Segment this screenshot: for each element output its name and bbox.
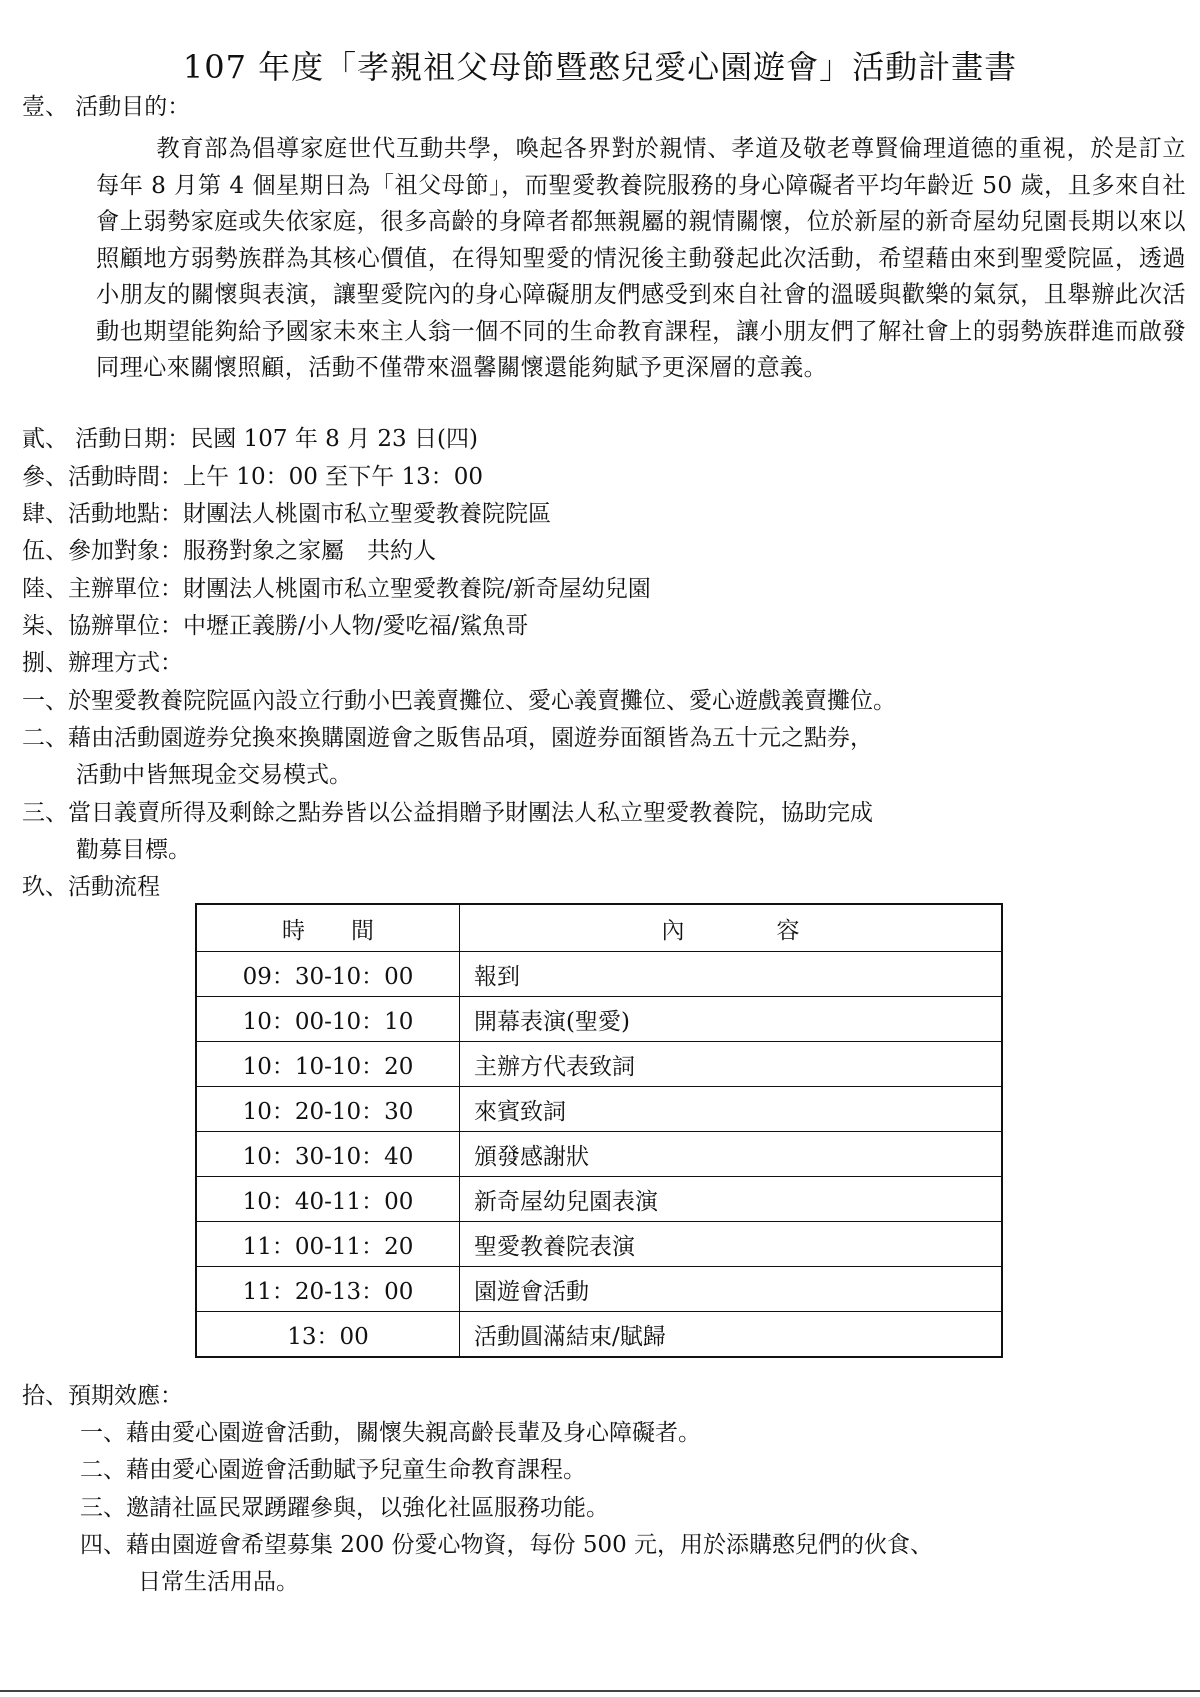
table-row bbox=[196, 997, 1002, 1042]
section-flow-label: 玖、活動流程 bbox=[22, 874, 160, 900]
table-row bbox=[196, 1312, 1002, 1358]
table-row bbox=[196, 1087, 1002, 1132]
effect-item-4-cont: 日常生活用品。 bbox=[138, 1569, 299, 1595]
row-time: 10：00-10：10 bbox=[196, 997, 460, 1042]
row-content: 報到 bbox=[460, 952, 1003, 997]
row-content: 新奇屋幼兒園表演 bbox=[460, 1177, 1003, 1222]
section-location: 肆、活動地點：財團法人桃園市私立聖愛教養院院區 bbox=[22, 501, 551, 527]
row-content: 聖愛教養院表演 bbox=[460, 1222, 1003, 1267]
row-time: 09：30-10：00 bbox=[196, 952, 460, 997]
table-row bbox=[196, 1177, 1002, 1222]
table-row bbox=[196, 1132, 1002, 1177]
section-co-organizer: 柒、協辦單位：中壢正義勝/小人物/愛吃福/鯊魚哥 bbox=[22, 613, 529, 639]
table-header-row bbox=[196, 904, 1002, 952]
effect-item-1: 一、藉由愛心園遊會活動，關懷失親高齡長輩及身心障礙者。 bbox=[80, 1420, 701, 1446]
row-content: 來賓致詞 bbox=[460, 1087, 1003, 1132]
row-time: 10：40-11：00 bbox=[196, 1177, 460, 1222]
method-item-2-cont: 活動中皆無現金交易模式。 bbox=[76, 762, 352, 788]
section-time: 參、活動時間：上午 10：00 至下午 13：00 bbox=[22, 464, 483, 490]
method-item-3-cont: 勸募目標。 bbox=[76, 837, 191, 863]
row-time: 13：00 bbox=[196, 1312, 460, 1358]
purpose-paragraph bbox=[96, 131, 1186, 387]
section-organizer: 陸、主辦單位：財團法人桃園市私立聖愛教養院/新奇屋幼兒園 bbox=[22, 576, 651, 602]
effect-item-4: 四、藉由園遊會希望募集 200 份愛心物資，每份 500 元，用於添購憨兒們的伙食、 bbox=[80, 1532, 934, 1558]
row-content: 開幕表演(聖愛) bbox=[460, 997, 1003, 1042]
section-date: 貳、 活動日期：民國 107 年 8 月 23 日(四) bbox=[22, 426, 478, 452]
method-item-3: 三、當日義賣所得及剩餘之點券皆以公益捐贈予財團法人私立聖愛教養院，協助完成 bbox=[22, 800, 873, 826]
row-time: 10：10-10：20 bbox=[196, 1042, 460, 1087]
row-content: 園遊會活動 bbox=[460, 1267, 1003, 1312]
document-title: 107 年度「孝親祖父母節暨憨兒愛心園遊會」活動計畫書 bbox=[182, 48, 1018, 86]
table-row bbox=[196, 952, 1002, 997]
effect-item-3: 三、邀請社區民眾踴躍參與，以強化社區服務功能。 bbox=[80, 1495, 609, 1521]
method-item-2: 二、藉由活動園遊券兌換來換購園遊會之販售品項，園遊券面額皆為五十元之點券， bbox=[22, 725, 873, 751]
method-item-1: 一、於聖愛教養院院區內設立行動小巴義賣攤位、愛心義賣攤位、愛心遊戲義賣攤位。 bbox=[22, 688, 896, 714]
table-row bbox=[196, 1267, 1002, 1312]
purpose-paragraph-text: 教育部為倡導家庭世代互動共學，喚起各界對於親情、孝道及敬老尊賢倫理道德的重視，於是訂立每年 8 月第 4 個星期日為「祖父母節」，而聖愛教養院服務的身心障礙者平均年齡近 50 歲，且多來自社會上弱勢家庭或失依家庭，很多高齡的身障者都無親屬的親情關懷，位於新屋的新奇屋幼兒園長期以來以照顧地方弱勢族群為其核心價值，在得知聖愛的情況後主動發起此次活動，希望藉由來到聖愛院區，透過小朋友的關懷與表演，讓聖愛院內的身心障礙朋友們感受到來自社會的溫暖與歡樂的氣氛，且舉辦此次活動也期望能夠給予國家未來主人翁一個不同的生命教育課程，讓小朋友們了解社會上的弱勢族群進而啟發同理心來關懷照顧，活動不僅帶來溫馨關懷還能夠賦予更深層的意義。 bbox=[96, 135, 1186, 381]
header-content: 內 容 bbox=[460, 904, 1003, 952]
header-time: 時 間 bbox=[196, 904, 460, 952]
section-method-label: 捌、辦理方式： bbox=[22, 650, 183, 676]
row-content: 頒發感謝狀 bbox=[460, 1132, 1003, 1177]
effect-item-2: 二、藉由愛心園遊會活動賦予兒童生命教育課程。 bbox=[80, 1457, 586, 1483]
section-participants: 伍、參加對象：服務對象之家屬 共約人 bbox=[22, 538, 436, 564]
schedule-table bbox=[195, 903, 1003, 1358]
section-purpose-label: 壹、 活動目的： bbox=[22, 94, 191, 120]
row-time: 11：00-11：20 bbox=[196, 1222, 460, 1267]
bottom-rule bbox=[0, 1690, 1200, 1692]
row-time: 10：20-10：30 bbox=[196, 1087, 460, 1132]
row-time: 11：20-13：00 bbox=[196, 1267, 460, 1312]
row-time: 10：30-10：40 bbox=[196, 1132, 460, 1177]
row-content: 活動圓滿結束/賦歸 bbox=[460, 1312, 1003, 1358]
table-row bbox=[196, 1042, 1002, 1087]
row-content: 主辦方代表致詞 bbox=[460, 1042, 1003, 1087]
table-row bbox=[196, 1222, 1002, 1267]
section-effects-label: 拾、預期效應： bbox=[22, 1383, 183, 1409]
